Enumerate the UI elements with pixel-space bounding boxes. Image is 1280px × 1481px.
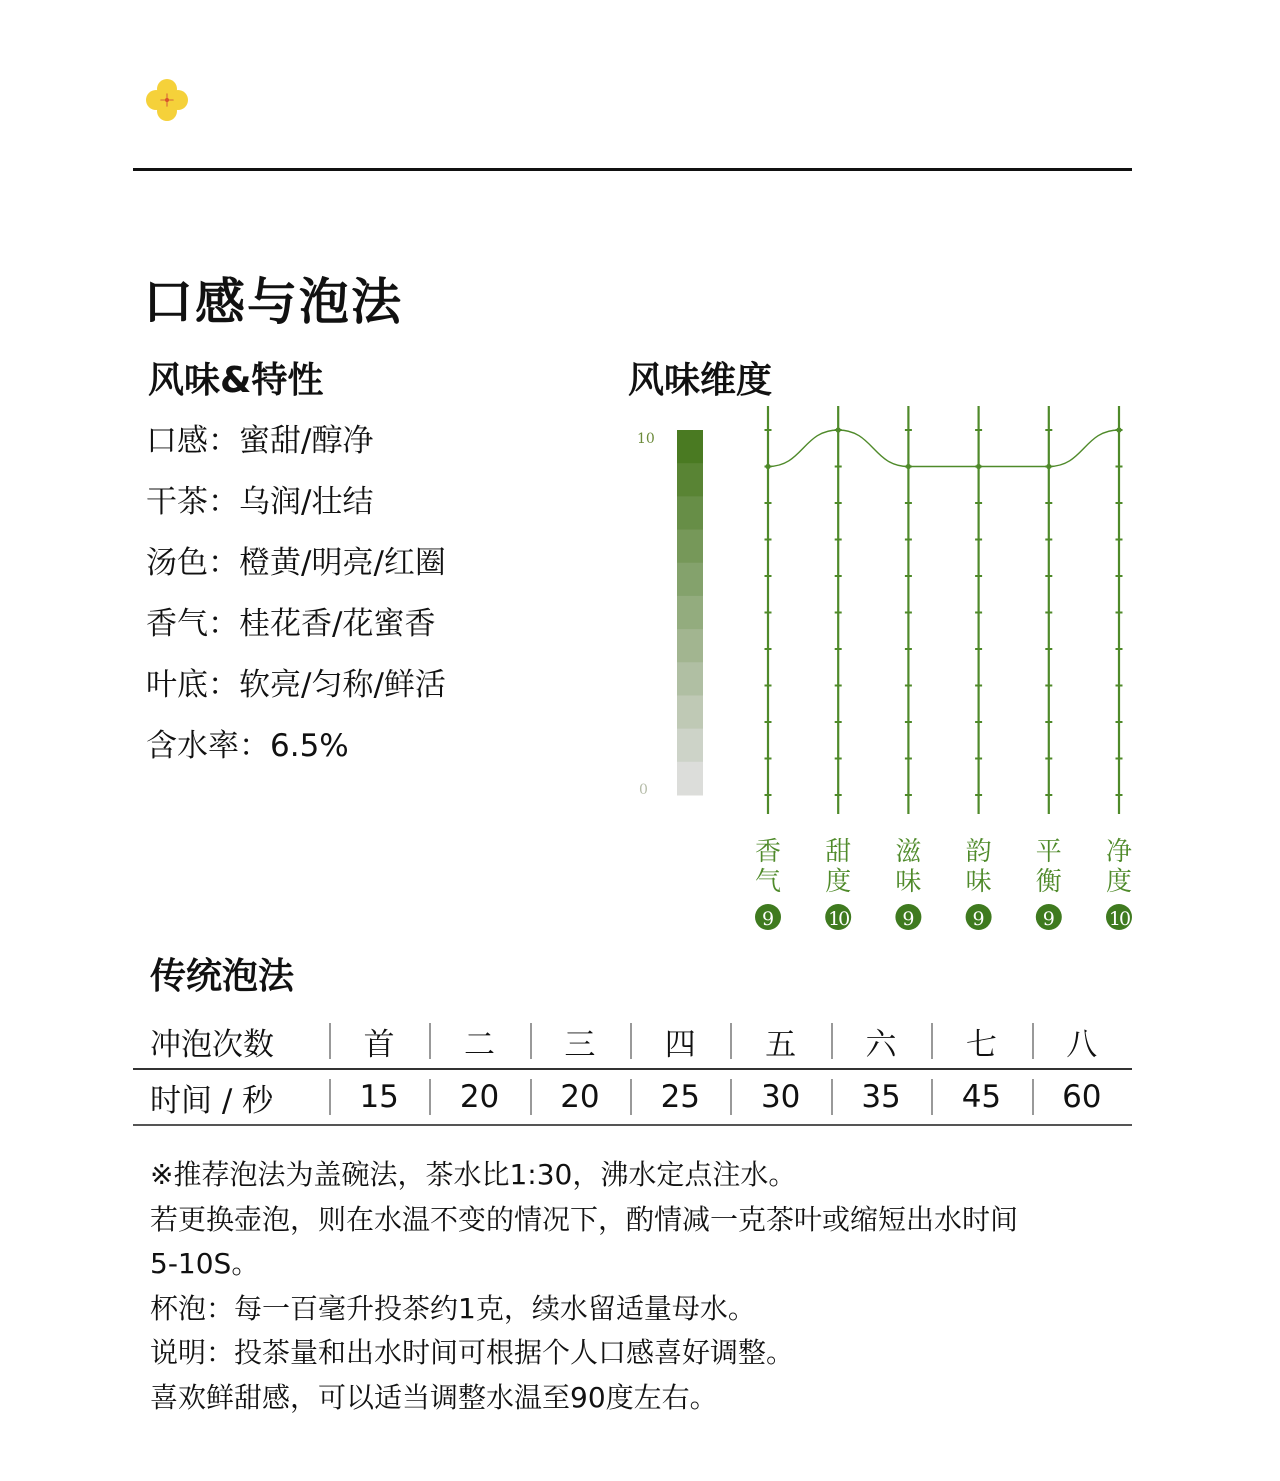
brewing-notes bbox=[150, 1153, 1110, 1420]
steep-cell: 二 bbox=[429, 1019, 529, 1064]
scale-bar-step bbox=[677, 695, 703, 729]
note-line: 杯泡：每一百毫升投茶约1克，续水留适量母水。 bbox=[150, 1291, 756, 1325]
steep-cell: 首 bbox=[329, 1019, 429, 1064]
category-label: 味 bbox=[895, 867, 922, 897]
scale-bar-step bbox=[677, 729, 703, 763]
scale-label-max: 10 bbox=[637, 431, 655, 447]
flavor-row-liquor-color: 汤色：橙黄/明亮/红圈 bbox=[146, 545, 446, 581]
flavor-section-title: 风味&特性 bbox=[148, 360, 324, 401]
flavor-row-dry-leaf: 干茶：乌润/壮结 bbox=[146, 484, 374, 520]
brewing-table bbox=[133, 1014, 1132, 1126]
value-label: 10 bbox=[828, 908, 849, 930]
table-row-times bbox=[133, 1070, 1132, 1126]
note-line: 喜欢鲜甜感，可以适当调整水温至90度左右。 bbox=[150, 1380, 718, 1414]
data-point bbox=[1046, 464, 1051, 469]
scale-bar-step bbox=[677, 530, 703, 564]
table-row-steeps bbox=[133, 1014, 1132, 1070]
scale-bar-step bbox=[677, 629, 703, 663]
flavor-row-moisture: 含水率：6.5% bbox=[146, 728, 349, 764]
steep-cell: 五 bbox=[730, 1019, 830, 1064]
flavor-row-aroma: 香气：桂花香/花蜜香 bbox=[146, 606, 436, 642]
note-line: 5-10S。 bbox=[150, 1247, 260, 1280]
category-label: 韵 bbox=[965, 837, 992, 867]
time-cell: 35 bbox=[831, 1079, 931, 1115]
page-title: 口感与泡法 bbox=[143, 273, 403, 331]
yellow-flower-logo-icon bbox=[143, 76, 191, 124]
scale-bar-step bbox=[677, 430, 703, 464]
steeps-row-label: 冲泡次数 bbox=[150, 1026, 274, 1063]
scale-label-min: 0 bbox=[639, 782, 648, 798]
scale-bar-step bbox=[677, 596, 703, 630]
time-cell: 60 bbox=[1032, 1079, 1132, 1115]
flavor-row-infused-leaf: 叶底：软亮/匀称/鲜活 bbox=[146, 667, 446, 703]
time-cell: 30 bbox=[730, 1079, 830, 1115]
category-label: 净 bbox=[1105, 837, 1133, 867]
data-point bbox=[906, 464, 911, 469]
scale-bar-step bbox=[677, 496, 703, 530]
scale-bar-step bbox=[677, 662, 703, 696]
flavor-row-mouthfeel: 口感：蜜甜/醇净 bbox=[146, 423, 374, 459]
flavor-dimension-chart bbox=[610, 400, 1170, 945]
category-label: 度 bbox=[825, 867, 852, 897]
steep-cell: 七 bbox=[931, 1019, 1031, 1064]
value-label: 9 bbox=[902, 908, 915, 930]
header-divider bbox=[133, 168, 1132, 171]
note-line: ※推荐泡法为盖碗法，茶水比1:30，沸水定点注水。 bbox=[150, 1158, 797, 1191]
note-line: 说明：投茶量和出水时间可根据个人口感喜好调整。 bbox=[150, 1336, 795, 1369]
data-point bbox=[836, 427, 841, 432]
dimension-section-title: 风味维度 bbox=[628, 360, 773, 401]
category-label: 气 bbox=[754, 867, 782, 897]
steep-cell: 四 bbox=[630, 1019, 730, 1064]
time-cell: 20 bbox=[429, 1079, 529, 1115]
category-label: 衡 bbox=[1035, 867, 1062, 897]
steep-cell: 三 bbox=[530, 1019, 630, 1064]
flavor-profile-line bbox=[768, 430, 1119, 467]
category-label: 滋 bbox=[895, 837, 922, 867]
category-label: 甜 bbox=[825, 837, 852, 867]
scale-bar-step bbox=[677, 563, 703, 597]
brewing-section-title: 传统泡法 bbox=[150, 956, 295, 997]
scale-bar-step bbox=[677, 762, 703, 796]
category-label: 平 bbox=[1035, 837, 1062, 867]
time-cell: 45 bbox=[931, 1079, 1031, 1115]
time-cell: 15 bbox=[329, 1079, 429, 1115]
value-label: 10 bbox=[1108, 908, 1130, 930]
note-line: 若更换壶泡，则在水温不变的情况下，酌情减一克茶叶或缩短出水时间 bbox=[150, 1202, 1019, 1236]
scale-bar-step bbox=[677, 463, 703, 497]
value-label: 9 bbox=[1042, 908, 1055, 930]
time-cell: 20 bbox=[530, 1079, 630, 1115]
steep-cell: 八 bbox=[1032, 1019, 1132, 1064]
steep-cell: 六 bbox=[831, 1019, 931, 1064]
data-point bbox=[976, 464, 981, 469]
value-label: 9 bbox=[761, 908, 775, 930]
flavor-list bbox=[146, 418, 446, 784]
data-point bbox=[1116, 427, 1121, 432]
data-point bbox=[765, 464, 770, 469]
category-label: 香 bbox=[754, 837, 782, 867]
category-label: 度 bbox=[1105, 867, 1133, 897]
time-cell: 25 bbox=[630, 1079, 730, 1115]
category-label: 味 bbox=[965, 867, 992, 897]
value-label: 9 bbox=[972, 908, 985, 930]
times-row-label: 时间 / 秒 bbox=[150, 1082, 274, 1119]
